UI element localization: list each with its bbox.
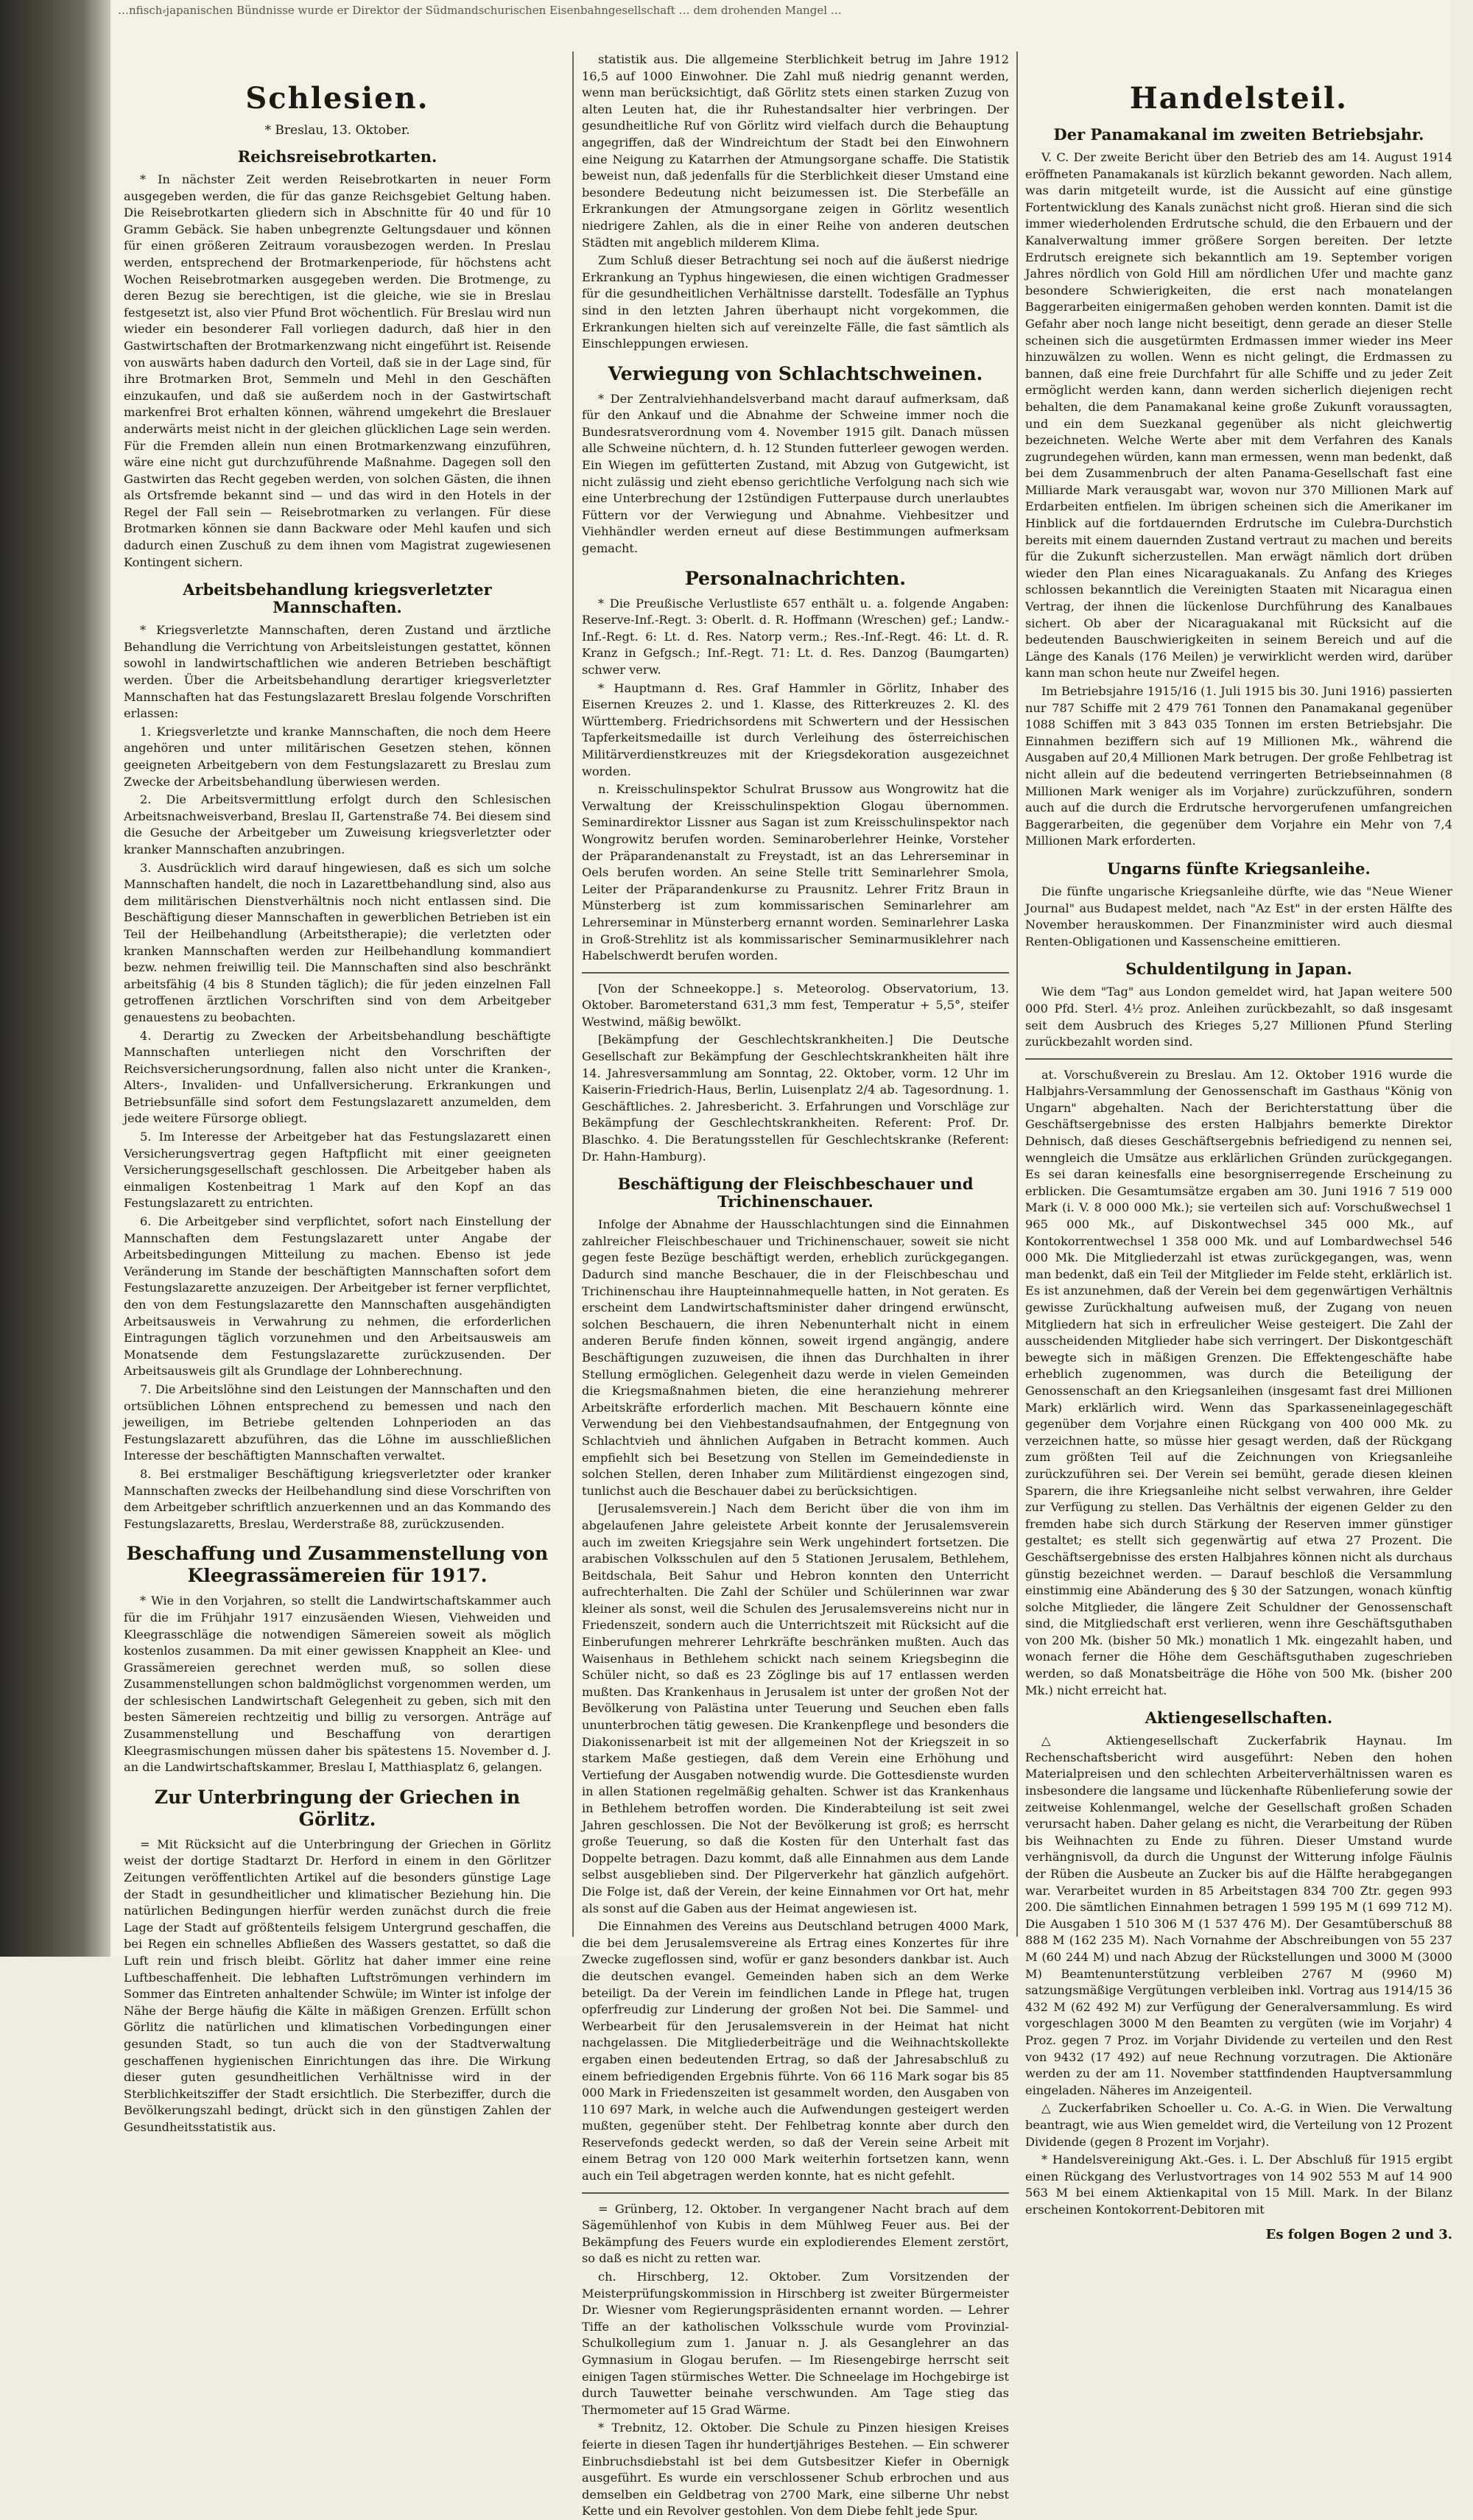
article-body [582, 981, 1009, 1166]
article-body [582, 2201, 1009, 2520]
article-title: Aktiengesellschaften. [1145, 1708, 1333, 1728]
paragraph: * Trebnitz, 12. Oktober. Die Schule zu Pinzen hiesigen Kreises feierte in diesen Tagen ihr hundertjähriges Bestehen. — Ein schwerer Einbruchsdiebstahl ist bei dem Gutsbesitzer Kiefer in Obernigk ausgeführt. Es wurde ein verschlossener Schub erbrochen und aus demselben ein Geldbetrag von 2700 Mark, eine silberne Uhr nebst Kette und ein Revolver gestohlen. Von dem Diebe fehlt jede Spur. [582, 2421, 1009, 2519]
article-title: Zur Unterbringung der Griechen in Görlitz. [154, 1786, 521, 1830]
continuation-note: Es folgen Bogen 2 und 3. [1265, 2227, 1452, 2243]
article-title: Der Panamakanal im zweiten Betriebsjahr. [1053, 125, 1424, 144]
paragraph: * Der Zentralviehhandelsverband macht darauf aufmerksam, daß für den Ankauf und die Abnahme der Schweine immer noch die Bundesratsverordnung vom 4. November 1915 gilt. Danach müssen alle Schweine nüchtern, d. h. 12 Stunden futterleer gewogen werden. Ein Wiegen im gefütterten Zustand, mit Abzug von Gutgewicht, ist nicht zulässig und zieht ebenso gerichtliche Verfolgung nach sich wie eine Unterbrechung der 12stündigen Futterpause durch unerlaubtes Füttern vor der Verwiegung und Abnahme. Viehbesitzer und Viehhändler werden erneut auf diese Bestimmungen aufmerksam gemacht. [582, 391, 1009, 556]
article-body [582, 52, 1009, 353]
article-title: Reichsreisebrotkarten. [237, 147, 437, 166]
article-body [124, 1593, 551, 1776]
article-body [1025, 149, 1452, 850]
paragraph: 7. Die Arbeitslöhne sind den Leistungen der Mannschaften und den ortsüblichen Löhnen entsprechend zu bemessen und nach den jeweiligen, im Betriebe geltenden Lohnperioden an das Festungslazarett abzuführen, das die Löhne im ausschließlichen Interesse der beschäftigten Mannschaften verwaltet. [124, 1382, 551, 1463]
column-2 [582, 52, 1009, 2519]
article-body [124, 172, 551, 571]
paragraph: Zum Schluß dieser Betrachtung sei noch auf die äußerst niedrige Erkrankung an Typhus hingewiesen, die einen wichtigen Gradmesser für die gesundheitlichen Verhältnisse darstellt. Todesfälle an Typhus sind in den letzten Jahren überhaupt nicht vorgekommen, die Erkrankungen hielten sich auf vereinzelte Fälle, die fast sämtlich als Einschleppungen erwiesen. [582, 253, 1009, 351]
paragraph: ch. Hirschberg, 12. Oktober. Zum Vorsitzenden der Meisterprüfungskommission in Hirschberg ist zweiter Bürgermeister Dr. Wiesner vom Regierungspräsidenten ernannt worden. — Lehrer Tiffe an der katholischen Volksschule wurde vom Provinzial-Schulkollegium zum 1. Januar n. J. als Gesanglehrer an das Gymnasium in Glogau berufen. — Im Riesengebirge herrscht seit einigen Tagen stürmisches Wetter. Die Schneelage im Hochgebirge ist durch Tauwetter beinahe verschwunden. Am Tage stieg das Thermometer auf 15 Grad Wärme. [582, 2270, 1009, 2417]
article-title: Personalnachrichten. [685, 567, 906, 589]
paragraph: 8. Bei erstmaliger Beschäftigung kriegsverletzter oder kranker Mannschaften zwecks der Heilbehandlung sind diese Vorschriften von dem Arbeitgeber schriftlich anzuerkennen und an das Kommando des Festungslazaretts, Breslau, Werderstraße 88, zurückzusenden. [124, 1466, 551, 1531]
paragraph: * In nächster Zeit werden Reisebrotkarten in neuer Form ausgegeben werden, die für das ganze Reichsgebiet Geltung haben. Die Reisebrotkarten gliedern sich in Abschnitte für 40 und für 10 Gramm Gebäck. Sie haben unbegrenzte Geltungsdauer und können für einen größeren Zeitraum vorausbezogen werden. In Preslau werden, entsprechend der Brotmarkenperiode, für höchstens acht Wochen Reisebrotmarken ausgegeben werden. Die Brotmenge, zu deren Bezug sie berechtigen, ist die gleiche, wie sie in Breslau festgesetzt ist, also vier Pfund Brot wöchentlich. Für Breslau wird nun wieder ein besonderer Fall vorliegen dadurch, daß hier in den Gastwirtschaften der Brotmarkenzwang nicht eingeführt ist. Reisende von auswärts haben dadurch den Vorteil, daß sie in der Lage sind, für ihre Brotmarken Brot, Semmeln und Mehl in den Geschäften einzukaufen, und daß sie außerdem noch in der Gastwirtschaft markenfrei Brot erhalten können, während umgekehrt die Breslauer anderwärts meist nicht in der gleichen glücklichen Lage sein werden. Für die Fremden allein nun einen Brotmarkenzwang einzuführen, wäre eine nicht gut durchzuführende Maßnahme. Dagegen soll den Gastwirten das Recht gegeben werden, von solchen Gästen, die ihnen als Ortsfremde bekannt sind — und das wird in den Hotels in der Regel der Fall sein — Reisebrotmarken zu verlangen. Für diese Brotmarken können sie dann Backware oder Mehl kaufen und sich dadurch einen Zuschuß zu dem ihnen vom Magistrat zugewiesenen Kontingent sichern. [124, 172, 552, 569]
article-body [1025, 884, 1452, 950]
article-body [582, 1217, 1009, 1499]
paragraph: * Die Preußische Verlustliste 657 enthält u. a. folgende Angaben: Reserve-Inf.-Regt. 3: Oberlt. d. R. Hoffmann (Wreschen) gef.; Landw.-Inf.-Regt. 6: Lt. d. Res. Natorp verm.; Res.-Inf.-Regt. 46: Lt. d. R. Kranz in Gefgsch.; Inf.-Regt. 71: Lt. d. Res. Danzog (Baumgarten) schwer verw. [582, 596, 1009, 677]
top-strip-text: …nfisch⸗japanischen Bündnisse wurde er Direktor der Südmandschurischen Eisenbahngesellschaft … dem drohenden Mangel … [118, 4, 842, 17]
paragraph: * Hauptmann d. Res. Graf Hammler in Görlitz, Inhaber des Eisernen Kreuzes 2. und 1. Klasse, des Ritterkreuzes 2. Kl. des Württemberg. Friedrichsordens mit Schwertern und der Hessischen Tapferkeitsmedaille ist durch Verleihung des österreichischen Militärverdienstkreuzes mit der Kriegsdekoration ausgezeichnet worden. [582, 680, 1009, 778]
article-body [582, 596, 1009, 965]
paragraph: 6. Die Arbeitgeber sind verpflichtet, sofort nach Einstellung der Mannschaften dem Festungslazarett unter Angabe der Arbeitsbedingungen Mitteilung zu machen. Ebenso ist jede Veränderung im Stande der beschäftigten Mannschaften sofort dem Festungslazarette anzuzeigen. Der Arbeitgeber ist ferner verpflichtet, den von dem Festungslazarette den Mannschaften ausgehändigten Arbeitsausweis in Verwahrung zu nehmen, die erforderlichen Eintragungen täglich vorzunehmen und den Arbeitsausweis am Monatsende dem Festungslazarette zurückzusenden. Der Arbeitsausweis gilt als Grundlage der Lohnberechnung. [124, 1214, 551, 1379]
article-body [582, 1501, 1009, 2184]
divider [582, 2192, 1009, 2194]
paragraph: 3. Ausdrücklich wird darauf hingewiesen, daß es sich um solche Mannschaften handelt, die noch in Lazarettbehandlung sind, also aus dem militärischen Dienstverhältnis noch nicht entlassen sind. Die Beschäftigung dieser Mannschaften in gewerblichen Betrieben ist ein Teil der Heilbehandlung (Arbeitstherapie); die verletzten oder kranken Mannschaften werden zur Heilbehandlung kommandiert bezw. nehmen freiwillig teil. Die Mannschaften sind also beschränkt arbeitsfähig (4 bis 8 Stunden täglich); die für jeden einzelnen Fall getroffenen ärztlichen Vorschriften sind von dem Arbeitgeber genauestens zu beobachten. [124, 860, 551, 1024]
paragraph: [Bekämpfung der Geschlechtskrankheiten.] Die Deutsche Gesellschaft zur Bekämpfung der Geschlechtskrankheiten hält ihre 14. Jahresversammlung am Sonntag, 22. Oktober, vorm. 12 Uhr im Kaiserin-Friedrich-Haus, Berlin, Luisenplatz 2/4 ab. Tagesordnung. 1. Geschäftliches. 2. Jahresbericht. 3. Erfahrungen und Vorschläge zur Bekämpfung der Geschlechtskrankheiten. Referent: Prof. Dr. Blaschko. 4. Die Beratungsstellen für Geschlechtskranke (Referent: Dr. Hahn-Hamburg). [582, 1032, 1009, 1164]
paragraph: * Wie in den Vorjahren, so stellt die Landwirtschaftskammer auch für die im Frühjahr 1917 einzusäenden Wiesen, Viehweiden und Kleegrasschläge die notwendigen Sämereien soweit als möglich kostenlos zusammen. Da mit einer gewissen Knappheit an Klee- und Grassämereien gerechnet werden muß, so sollen diese Zusammenstellungen schon baldmöglichst vorgenommen werden, um der schlesischen Landwirtschaft Gelegenheit zu geben, sich mit den besten Sämereien rechtzeitig und billig zu versorgen. Anträge auf Zusammenstellung und Beschaffung von derartigen Kleegrasmischungen müssen daher bis spätestens 15. November d. J. an die Landwirtschaftskammer, Breslau I, Matthiasplatz 6, gelangen. [124, 1594, 551, 1775]
section-heading-schlesien: Schlesien. [245, 81, 429, 116]
article-title: Arbeitsbehandlung kriegsverletzter Mannschaften. [183, 580, 492, 617]
paragraph: = Mit Rücksicht auf die Unterbringung der Griechen in Görlitz weist der dortige Stadtarzt Dr. Herford in einem in den Görlitzer Zeitungen veröffentlichten Artikel auf die besonders günstige Lage der Stadt in gesundheitlicher und klimatischer Beziehung hin. Die natürlichen Bedingungen hierfür werden zunächst durch die freie Lage der Stadt auf größtenteils felsigem Untergrund geschaffen, die bei Regen ein schnelles Abfließen des Wassers gestattet, so daß die Luft rein und frisch bleibt. Görlitz hat daher immer eine reine Luftbeschaffenheit. Die lebhaften Luftströmungen verhindern im Sommer das Eintreten anhaltender Schwüle; im Winter ist infolge der Nähe der Berge häufig die Kälte in mäßigen Grenzen. Erfüllt schon Görlitz die natürlichen und klimatischen Vorbedingungen einer gesunden Stadt, so tun auch die von der Stadtverwaltung geschaffenen hygienischen Einrichtungen das ihre. Die Wirkung dieser guten gesundheitlichen Verhältnisse wird in der Sterblichkeitsziffer der Stadt ersichtlich. Die Sterbeziffer, durch die Bevölkerungszahl bedingt, drückt sich in den günstigen Zahlen der Gesundheitsstatistik aus. [124, 1837, 551, 2134]
divider [582, 972, 1009, 974]
paragraph: * Handelsvereinigung Akt.-Ges. i. L. Der Abschluß für 1915 ergibt einen Rückgang des Verlustvortrages von 14 902 553 M auf 14 900 563 M bei einem Aktienkapital von 15 Mill. Mark. In der Bilanz erscheinen Kontokorrent-Debitoren mit [1025, 2153, 1452, 2217]
article-body [124, 1837, 551, 2136]
column-rule [1016, 52, 1018, 1937]
paragraph: 1. Kriegsverletzte und kranke Mannschaften, die noch dem Heere angehören und unter militärischen Gesetzen stehen, können geeigneten Arbeitgebern von dem Festungslazarett zu Breslau zum Zwecke der Arbeitsbehandlung überwiesen werden. [124, 724, 551, 789]
paragraph: Im Betriebsjahre 1915/16 (1. Juli 1915 bis 30. Juni 1916) passierten nur 787 Schiffe mit 2 479 761 Tonnen den Panamakanal gegenüber 1088 Schiffen mit 3 843 035 Tonnen im ersten Betriebsjahr. Die Einnahmen beziffern sich auf 19 Millionen Mk., während die Ausgaben auf 20,4 Millionen Mark betrugen. Der große Fehlbetrag ist nicht allein auf die bedeutend verringerten Betriebseinnahmen (8 Millionen Mark weniger als im Vorjahre) zurückzuführen, sondern auch auf die durch die Erdrutsche hervorgerufenen umfangreichen Baggerarbeiten, die gegenüber dem Vorjahre ein Mehr von 7,4 Millionen Mark erforderten. [1025, 684, 1452, 848]
article-body [1025, 1733, 1452, 2218]
article-title: Beschäftigung der Fleischbeschauer und Trichinenschauer. [617, 1175, 974, 1211]
paragraph: n. Kreisschulinspektor Schulrat Brussow aus Wongrowitz hat die Verwaltung der Kreisschulinspektion Glogau übernommen. Seminardirektor Lissner aus Sagan ist zum Kreisschulinspektor nach Wongrowitz berufen worden. Seminaroberlehrer Heinke, Vorsteher der Präparandenanstalt zu Freystadt, ist an das Lehrerseminar in Oels berufen worden. An seine Stelle tritt Seminarlehrer Smola, Leiter der Präparandenkurse zu Prausnitz. Lehrer Fritz Braun in Münsterberg ist zum kommissarischen Seminarlehrer am Lehrerseminar in Münsterberg ernannt worden. Seminarlehrer Laska in Groß-Strehlitz ist als kommissarischer Seminarmusiklehrer nach Habelschwerdt berufen worden. [582, 782, 1009, 963]
paragraph: [Jerusalemsverein.] Nach dem Bericht über die von ihm im abgelaufenen Jahre geleistete Arbeit konnte der Jerusalemsverein auch im zweiten Kriegsjahre sein Werk ungehindert fortsetzen. Die arabischen Volksschulen auf den 5 Stationen Jerusalem, Bethlehem, Beitdschala, Beit Sahur und Hebron konnten den Unterricht aufrechterhalten. Die Zahl der Schüler und Schülerinnen war zwar kleiner als sonst, weil die Schulen des Jerusalemsvereins nicht nur in Friedenszeit, sondern auch die Unterrichtszeit mit Rücksicht auf die Einberufungen mehrerer Lehrkräfte beschränken mußten. Auch das Waisenhaus in Bethlehem schickt nach seinem Kriegsbeginn die Schüler nicht, so daß es 23 Zöglinge bis auf 17 entlassen werden mußten. Das Krankenhaus in Jerusalem ist unter der großen Not der Bevölkerung von Palästina unter Teuerung und Seuchen eben falls ununterbrochen tätig gewesen. Die Krankenpflege und besonders die Diakonissenarbeit ist mit der allgemeinen Not der Kriegszeit in so starkem Maße gestiegen, daß dem Verein eine Erhöhung und Vertiefung der Ausgaben notwendig wurde. Die Gottesdienste wurden in allen Stationen regelmäßig gehalten. Schwer ist das Krankenhaus in Bethlehem betroffen worden. Die Kinderabteilung ist seit zwei Jahren geschlossen. Die Not der Bevölkerung ist groß; es herrscht große Teuerung, so daß die Kosten für den Unterhalt fast das Doppelte betragen. Dazu kommt, daß alle Einnahmen aus dem Lande selbst ausgeblieben sind. Der Pilgerverkehr hat gänzlich aufgehört. Die Folge ist, daß der Verein, der keine Einnahmen vor Ort hat, mehr als sonst auf die Gaben aus der Heimat angewiesen ist. [582, 1502, 1009, 1915]
paragraph: statistik aus. Die allgemeine Sterblichkeit betrug im Jahre 1912 16,5 auf 1000 Einwohner. Die Zahl muß niedrig genannt werden, wenn man berücksichtigt, daß Görlitz stets einen starken Zuzug von alten Leuten hat, die ihr Ruhestandsalter hier verbringen. Der gesundheitliche Ruf von Görlitz wird vielfach durch die Behauptung angegriffen, daß der Windreichtum der Stadt bei den Einwohnern eine Neigung zu Katarrhen der Atmungsorgane schaffe. Die Statistik beweist nun, daß jedenfalls für die Sterblichkeit dieser Umstand eine besondere Bedeutung nicht beizumessen ist. Die Sterbefälle an Erkrankungen der Atmungsorgane zeigen in Görlitz wesentlich niedrigere Zahlen, als die in einer Reihe von anderen deutschen Städten mit angeblich milderem Klima. [582, 52, 1009, 250]
column-1 [124, 52, 552, 2134]
paragraph: △ Zuckerfabriken Schoeller u. Co. A.-G. in Wien. Die Verwaltung beantragt, wie aus Wien gemeldet wird, die Verteilung von 12 Prozent Dividende (gegen 8 Prozent im Vorjahr). [1025, 2101, 1452, 2149]
column-rule [572, 52, 574, 1937]
paragraph: 4. Derartig zu Zwecken der Arbeitsbehandlung beschäftigte Mannschaften unterliegen nicht den Vorschriften der Reichsversicherungsordnung, fallen also nicht unter die Kranken-, Alters-, Invaliden- und Unfallversicherung. Erkrankungen und Betriebsunfälle sind sofort dem Festungslazarett anzumelden, dem jede weitere Fürsorge obliegt. [124, 1028, 551, 1126]
article-body [1025, 984, 1452, 1050]
article-body [582, 391, 1009, 557]
paragraph: Infolge der Abnahme der Hausschlachtungen sind die Einnahmen zahlreicher Fleischbeschauer und Trichinenschauer, soweit sie nicht gegen feste Bezüge beschäftigt werden, erheblich zurückgegangen. Dadurch sind manche Beschauer, die in der Fleischbeschau und Trichinenschau ihre Haupteinnahmequelle hatten, in Not geraten. Es erscheint dem Landwirtschaftsminister daher dringend erwünscht, solchen Beschauern, die ihren Nebenunterhalt nicht in einem anderen Berufe finden können, soweit irgend angängig, andere Beschäftigungen zuzuweisen, die ihnen das Durchhalten in ihrer Stellung ermöglichen. Gelegenheit dazu werde in vielen Gemeinden die Kriegsmaßnahmen bieten, die eine heranziehung mehrerer Arbeitskräfte erforderlich machen. Mit Beschauern könnte eine Verwendung bei den Viehbestandsaufnahmen, der Entgegnung von Schlachtvieh und ähnlichen Aufgaben in Betracht kommen. Auch empfiehlt sich bei Besetzung von Stellen im Gemeindedienste in solchen Stellen, deren Inhaber zum Militärdienst eingezogen sind, tunlichst auch die Beschauer dabei zu berücksichtigen. [582, 1217, 1009, 1498]
article-title: Beschaffung und Zusammenstellung von Kleegrassämereien für 1917. [126, 1543, 549, 1587]
paragraph: V. C. Der zweite Bericht über den Betrieb des am 14. August 1914 eröffneten Panamakanals ist kürzlich bekannt geworden. Nach allem, was darin mitgeteilt wurde, ist die Aussicht auf eine günstige Fortentwicklung des Kanals zunächst nicht groß. Hieran sind die sich immer wiederholenden Erdrutsche schuld, die den Erbauern und der Kanalverwaltung immer größere Sorgen bereiten. Der letzte Erdrutsch ereignete sich bekanntlich am 19. September vorigen Jahres nördlich von Gold Hill am nördlichen Ufer und machte ganz besondere Schwierigkeiten, die erst nach monatelangen Baggerarbeiten einigermaßen gehoben werden konnten. Damit ist die Gefahr aber noch lange nicht beseitigt, denn gerade an dieser Stelle scheinen sich die ausgetürmten Erdmassen immer wieder ins Meer hinzuwälzen zu wollen. Wenn es nicht gelingt, die Erdmassen zu bannen, daß eine freie Durchfahrt für alle Schiffe und zu jeder Zeit ermöglicht werden kann, dann werden sicherlich diejenigen recht behalten, die dem Panamakanal keine große Zukunft voraussagten, und ein dem Suezkanal gegenüber als nicht gleichwertig bezeichneten. Welche Werte aber mit dem Verfahren des Kanals zugrundegehen würden, kann man ermessen, wenn man bedenkt, daß bei dem Zusammenbruch der alten Panama-Gesellschaft fast eine Milliarde Mark verausgabt war, wovon nur 370 Millionen Mark auf Erdarbeiten entfielen. Im übrigen scheinen sich die Amerikaner im Hinblick auf die fortdauernden Erdrutsche im Culebra-Durchstich bereits mit einem dauernden Zustand vertraut zu machen und bereits für die Zukunft sicherzustellen. Man erwägt nämlich dort drüben wieder den Plan eines Nicaraguakanals. Zu Anfang des Krieges schlossen bekanntlich die Vereinigten Staaten mit Nicaragua einen Vertrag, der ihnen die lückenlose Durchführung des Kanalbaues sichert. Ob aber der Nicaraguakanal mit Rücksicht auf die bedeutenden Bauschwierigkeiten in seinem Bereich und auf die Länge des Kanals (176 Meilen) je verwirklicht werden wird, darüber kann man schon heute nur Zweifel hegen. [1025, 150, 1452, 680]
paragraph: * Kriegsverletzte Mannschaften, deren Zustand und ärztliche Behandlung die Verrichtung von Arbeitsleistungen gestattet, können sowohl in landwirtschaftlichen wie anderen Betrieben beschäftigt werden. Über die Arbeitsbehandlung derartiger kriegsverletzter Mannschaften hat das Festungslazarett Breslau folgende Vorschriften erlassen: [124, 623, 551, 721]
section-heading-handelsteil: Handelsteil. [1129, 81, 1349, 116]
article-title: Schuldentilgung in Japan. [1125, 960, 1352, 979]
article-body [124, 622, 551, 1532]
column-3 [1025, 52, 1452, 2243]
article-title: Verwiegung von Schlachtschweinen. [608, 362, 983, 384]
paragraph: = Grünberg, 12. Oktober. In vergangener Nacht brach auf dem Sägemühlenhof von Kubis in dem Mühlweg Feuer aus. Bei der Bekämpfung des Feuers wurde ein explodierendes Element zerstört, so daß es nicht zu retten war. [582, 2201, 1009, 2266]
paragraph: Die fünfte ungarische Kriegsanleihe dürfte, wie das "Neue Wiener Journal" aus Budapest meldet, nach "Az Est" in der ersten Hälfte des November herauskommen. Der Finanzminister wird auch diesmal Renten-Obligationen und Kassenscheine emittieren. [1025, 884, 1452, 948]
paragraph: Wie dem "Tag" aus London gemeldet wird, hat Japan weitere 500 000 Pfd. Sterl. 4½ proz. Anleihen zurückbezahlt, so daß insgesamt seit dem Ausbruch des Krieges 5,27 Millionen Pfund Sterling zurückbezahlt worden sind. [1025, 985, 1452, 1049]
paragraph: △ Aktiengesellschaft Zuckerfabrik Haynau. Im Rechenschaftsbericht wird ausgeführt: Neben den hohen Materialpreisen und den schlechten Arbeiterverhältnissen waren es insbesondere die langsame und lückenhafte Rübenlieferung sowie der zeitweise Kohlenmangel, welche der Gesellschaft großen Schaden verursacht haben. Daher gelang es nicht, die Verarbeitung der Rüben bis Weihnachten zu Ende zu führen. Dieser Umstand wurde verhängnisvoll, da durch die Ungunst der Witterung infolge Fäulnis der Rüben die Ausbeute an Zucker bis auf die Hälfte herabgegangen war. Verarbeitet wurden in 85 Arbeitstagen 834 700 Ztr. gegen 993 200. Die sämtlichen Einnahmen betragen 1 599 195 M (1 699 712 M). Die Ausgaben 1 510 306 M (1 537 476 M). Der Gesamtüberschuß 88 888 M (162 235 M). Nach Vornahme der Abschreibungen von 55 237 M (60 244 M) und nach Abzug der Rückstellungen und 3000 M (3000 M) Beamtenunterstützung verbleiben 2767 M (9960 M) satzungsmäßige Vergütungen verbleiben inkl. Vortrag aus 1914/15 36 432 M (62 492 M) zur Verfügung der Generalversammlung. Es wird vorgeschlagen 3000 M den Beamten zu vergüten (wie im Vorjahr) 4 Proz. gegen 7 Proz. im Vorjahr Dividende zu verteilen und den Rest von 9432 (17 492) auf neue Rechnung vorzutragen. Die Aktionäre werden zu der am 11. November stattfindenden Hauptversammlung eingeladen. Näheres im Anzeigenteil. [1025, 1734, 1452, 2097]
paragraph: [Von der Schneekoppe.] s. Meteorolog. Observatorium, 13. Oktober. Barometerstand 631,3 mm fest, Temperatur + 5,5°, steifer Westwind, mäßig bewölkt. [582, 981, 1009, 1029]
paragraph: 5. Im Interesse der Arbeitgeber hat das Festungslazarett einen Versicherungsvertrag gegen Haftpflicht mit einer geeigneten Versicherungsgesellschaft geschlossen. Die Arbeitgeber haben als einmaligen Kostenbeitrag 1 Mark auf den Kopf an das Festungslazarett zu entrichten. [124, 1130, 551, 1211]
dateline: * Breslau, 13. Oktober. [264, 123, 410, 138]
paragraph: at. Vorschußverein zu Breslau. Am 12. Oktober 1916 wurde die Halbjahrs-Versammlung der Genossenschaft im Gasthaus "König von Ungarn" abgehalten. Nach der Berichterstattung über die Geschäftsergebnisse des ersten Halbjahrs bemerkte Direktor Dehnisch, daß dieses Geschäftsergebnis befriedigend zu nennen sei, wenngleich die Umsätze aus erklärlichen Gründen zurückgegangen. Es sei daran keinesfalls eine besorgniserregende Erscheinung zu erblicken. Die Gesamtumsätze ergaben am 30. Juni 1916 7 519 000 Mark (i. V. 8 000 000 Mk.); sie verteilen sich auf: Vorschußwechsel 1 965 000 Mk., auf Diskontwechsel 345 000 Mk., auf Kontokorrentwechsel 1 358 000 Mk. und auf Lombardwechsel 546 000 Mk. Die Mitgliederzahl ist etwas zurückgegangen, was, wenn man bedenkt, daß ein Teil der Mitglieder im Felde steht, erklärlich ist. Es ist anzunehmen, daß der Verein bei dem gegenwärtigen Verhältnis gewisse Zurückhaltung aufweisen muß, der Zugang von neuen Mitgliedern hat sich in erfreulicher Weise gesteigert. Die Zahl der ausscheidenden Mitglieder habe sich verringert. Der Diskontgeschäft bewegte sich in mäßigen Grenzen. Die Effektengeschäfte habe erheblich zugenommen, was durch die Beteiligung der Genossenschaft an den Kriegsanleihen (insgesamt fast drei Millionen Mark) erklärlich wird. Wenn das Sparkasseneinlagegeschäft gegenüber dem Vorjahre einen Rückgang von 400 000 Mk. zu verzeichnen hatte, so müsse hier gesagt werden, daß der Rückgang zum größten Teil auf die Zeichnungen von Kriegsanleihe zurückzuführen sei. Der Verein sei bemüht, gerade diesen kleinen Sparern, die ihre Kriegsanleihe nicht selbst verwahren, ihre Gelder zur Verfügung zu stellen. Das Verhältnis der eigenen Gelder zu den fremden habe sich durch Stärkung der Reserven immer günstiger gestaltet; es stellt sich gegenwärtig auf etwa 27 Prozent. Die Geschäftsergebnisse des ersten Halbjahres können nicht als durchaus günstig bezeichnet werden. — Darauf beschloß die Versammlung einstimmig eine Abänderung des § 30 der Satzungen, wonach künftig solche Mitglieder, die längere Zeit Schuldner der Genossenschaft sind, die Mitgliedschaft erst verlieren, wenn ihre Geschäftsguthaben von 200 Mk. (bisher 50 Mk.) monatlich 1 Mk. eingezahlt haben, und wonach ferner die Höhe dem Geschäftsguthaben zugeschrieben werden, so daß Monatsbeiträge die Höhe von 500 Mk. (bisher 200 Mk.) nicht erreicht hat. [1025, 1067, 1452, 1697]
article-title: Ungarns fünfte Kriegsanleihe. [1107, 859, 1371, 878]
article-body [1025, 1067, 1452, 1700]
divider [1025, 1058, 1452, 1060]
paragraph: 2. Die Arbeitsvermittlung erfolgt durch den Schlesischen Arbeitsnachweisverband, Breslau II, Gartenstraße 74. Bei diesem sind die Gesuche der Arbeitgeber um Zuweisung kriegsverletzter oder kranker Mannschaften anzubringen. [124, 792, 551, 856]
paragraph: Die Einnahmen des Vereins aus Deutschland betrugen 4000 Mark, die bei dem Jerusalemsvereine als Ertrag eines Konzertes für ihre Zwecke zugeflossen sind, wofür er ganz besonders dankbar ist. Auch die deutschen evangel. Gemeinden haben sich an dem Werke beteiligt. Da der Verein im feindlichen Lande in Pflege hat, trugen opferfreudig zur Linderung der großen Not bei. Die Sammel- und Werbearbeit für den Jerusalemsverein in der Heimat hat nicht nachgelassen. Die Mitgliederbeiträge und die Weihnachtskollekte ergaben einen bedeutenden Ertrag, so daß der Jahresabschluß zu einem befriedigenden Ergebnis führte. Von 66 116 Mark sogar bis 85 000 Mark in Friedenszeiten ist gesammelt worden, den Ausgaben von 110 697 Mark, in welche auch die Aufwendungen gesteigert werden mußten, gegenüber steht. Der Fehlbetrag konnte aber durch den Reservefonds gedeckt werden, so daß der Verein seine Arbeit mit einem Betrag von 120 000 Mark weiterhin fortsetzen kann, wenn auch ein Teil abgetragen werden konnte, hat es nicht gefehlt. [582, 1919, 1009, 2183]
book-binding [0, 0, 110, 1957]
